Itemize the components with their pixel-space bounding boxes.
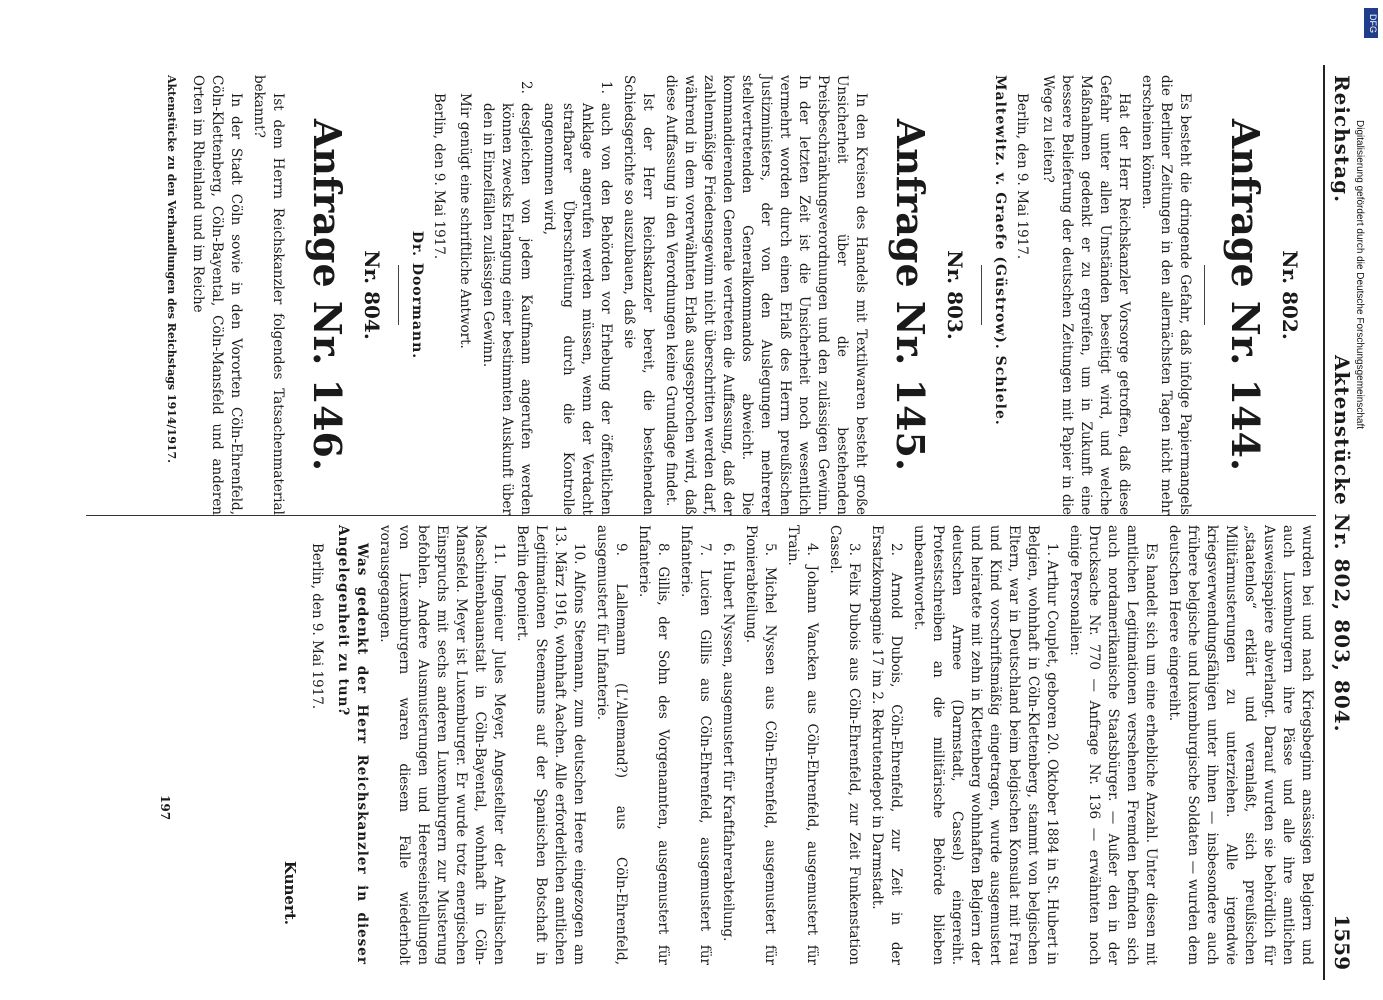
section-number-802: Nr. 802. <box>1278 250 1302 340</box>
signatory: Kunert. <box>281 860 299 925</box>
list-item: 9. Lallemann (L'Allemand?) aus Cöln-Ehrenfeld, ausgemustert für Infanterie. <box>594 525 629 965</box>
column-divider <box>86 515 1316 516</box>
paragraph: Mir genügt eine schriftliche Antwort. <box>457 93 473 349</box>
section-number-803: Nr. 803. <box>943 250 967 340</box>
list-item: 6. Hubert Nyssen, ausgemustert für Kraftfahrerabteilung. <box>720 543 736 942</box>
right-column <box>271 525 1316 965</box>
separator <box>398 265 399 325</box>
list-item: 2. desgleichen von jedem Kaufmann angerufen werden können zwecks Erlangung einer bestimmten Auskunft über den in Einzelfällen zulässigen Gewinn. <box>480 81 534 515</box>
digitization-credit: Digitalisierung gefördert durch die Deutsche Forschungsgemeinschaft <box>1354 120 1365 430</box>
paragraph: Ist der Herr Reichskanzler bereit, die bestehenden Schiedsgerichte so auszubauen, daß sie <box>621 75 656 515</box>
date-line: Berlin, den 9. Mai 1917. <box>431 93 447 260</box>
page-mark: 197 <box>158 795 172 821</box>
footer-note: Aktenstücke zu den Verhandlungen des Reichstags 1914/1917. <box>165 75 178 463</box>
anfrage-title-146: Anfrage Nr. 146. <box>305 118 350 472</box>
date-line: Berlin, den 9. Mai 1917. <box>1014 93 1030 260</box>
list-item: 3. Felix Dubois aus Cöln-Ehrenfeld, zur Zeit Funkenstation Cassel. <box>827 525 862 965</box>
list-item: 11. Ingenieur Jules Meyer, Angestellter der Anhaltischen Maschinenbauanstalt in Cöln-Bayental, wohnhaft in Cöln-Mansfeld. Meyer ist Luxemburger. Er wurde trotz energischen Einspruchs mit sechs anderen Luxemburgern zur Musterung befohlen. Andere Ausmusterungen und Heereseinstellungen von Luxemburgern waren diesem Falle wiederholt vorausgegangen. <box>377 525 507 965</box>
closing-question: Was gedenkt der Herr Reichskanzler in dieser Angelegenheit zu tun? <box>335 525 370 965</box>
separator <box>981 265 982 325</box>
list-item: 10. Alfons Steemann, zum deutschen Heere eingezogen am 13. März 1916, wohnhaft Aachen. Alle erforderlichen amtlichen Legitimationen Steemanns auf der Spanischen Botschaft in Berlin deponiert. <box>514 525 587 965</box>
list-item: 1. Arthur Couplet, geboren 20. Oktober 1884 in St. Hubert in Belgien, wohnhaft in Cöln-Klettenberg, stammt von belgischen Eltern, war in Deutschland beim belgischen Konsulat mit Frau und Kind vorschriftsmäßig eingetragen, wurde ausgemustert und heiratete mit zehn in Klettenberg wohnhaften Belgiern der deutschen Armee (Darmstadt, Cassel) eingereiht. Protestschreiben an die militärische Behörde blieben unbeantwortet. <box>911 525 1060 965</box>
paragraph: Ist dem Herrn Reichskanzler folgendes Tatsachenmaterial bekannt? <box>251 75 286 515</box>
paragraph: In den Kreisen des Handels mit Textilwaren besteht große Unsicherheit über die bestehenden Preisbeschränkungsverordnungen und den zulässigen Gewinn. In der letzten Zeit ist die Unsicherheit noch wesentlich vermehrt worden durch einen Erlaß des Herrn preußischen Justizministers, der von den Auslegungen mehrerer stellvertretenden Generalkommandos abweicht. Die kommandierenden Generale vertreten die Auffassung, daß der zahlenmäßige Friedensgewinn nicht überschritten werden darf, während in dem vorerwähnten Erlaß ausgesprochen wird, daß diese Auffassung in den Verordnungen keine Grundlage findet. <box>663 75 869 515</box>
list-item: 5. Michel Nyssen aus Cöln-Ehrenfeld, ausgemustert für Pionierabteilung. <box>743 525 778 965</box>
section-number-804: Nr. 804. <box>360 250 384 340</box>
date-line: Berlin, den 9. Mai 1917. <box>309 543 325 710</box>
header-rule <box>1323 65 1325 980</box>
paragraph: In der Stadt Cöln sowie in den Vororten Cöln-Ehrenfeld, Cöln-Klettenberg, Cöln-Bayental, Cöln-Mansfeld und anderen Orten im Rheinland und im Reiche <box>190 75 244 515</box>
anfrage-title-145: Anfrage Nr. 145. <box>888 118 933 472</box>
header-title: Aktenstücke Nr. 802, 803, 804. <box>1330 355 1354 733</box>
paragraph: Hat der Herr Reichskanzler Vorsorge getroffen, daß diese Gefahr unter allen Umständen beseitigt wird, und welche Maßnahmen gedenkt er zu ergreifen, um in Zukunft eine bessere Belieferung der deutschen Zeitungen mit Papier in die Wege zu leiten? <box>1040 75 1132 515</box>
list-item: 7. Lucien Gillis aus Cöln-Ehrenfeld, ausgemustert für Infanterie. <box>678 525 713 965</box>
signatory: Dr. Doormann. <box>409 230 425 360</box>
document-page <box>40 55 1360 990</box>
list-item: 8. Gillis, der Sohn des Vorgenannten, ausgemustert für Infanterie. <box>636 525 671 965</box>
separator <box>1204 265 1205 325</box>
paragraph: Es handelt sich um eine erhebliche Anzahl. Unter diesen mit amtlichen Legitimationen versehenen Fremden befinden sich auch nordamerikanische Staatsbürger. — Außer den in der Drucksache Nr. 770 — Anfrage Nr. 136 — erwähnten noch einige Personalien: <box>1067 525 1159 965</box>
left-column <box>165 75 1316 515</box>
signatories: Maltewitz. v. Graefe (Güstrow). Schiele. <box>992 75 1008 426</box>
dfg-logo: DFG <box>1364 8 1378 38</box>
paragraph: Es besteht die dringende Gefahr, daß infolge Papiermangels die Berliner Zeitungen in den allernächsten Tagen nicht mehr erscheinen können. <box>1139 75 1193 515</box>
list-item: 1. auch von den Behörden vor Erhebung der öffentlichen Anklage angerufen werden müssen, wenn der Verdacht strafbarer Überschreitung durch die Kontrolle angenommen wird, <box>541 81 614 515</box>
list-item: 2. Arnold Dubois, Cöln-Ehrenfeld, zur Zeit in der Ersatzkompagnie 17 im 2. Rekrutendepot in Darmstadt. <box>869 525 904 965</box>
paragraph: wurden bei und nach Kriegsbeginn ansässigen Belgiern und auch Luxemburgern ihre Pässe und alle ihre amtlichen Ausweispapiere abverlangt. Darauf wurden sie behördlich für „staatenlos“ erklärt und veranlaßt, sich preußischen Militärmusterungen zu unterziehen. Alle irgendwie kriegsverwendungsfähigen unter ihnen — insbesondere auch frühere belgische und luxemburgische Soldaten — wurden dem deutschen Heere eingereiht. <box>1166 525 1315 965</box>
anfrage-title-144: Anfrage Nr. 144. <box>1223 118 1268 472</box>
list-item: 4. Johann Vancken aus Cöln-Ehrenfeld, ausgemustert für Train. <box>785 525 820 965</box>
page-number: 1559 <box>1330 914 1354 970</box>
header-left: Reichstag. <box>1330 75 1354 204</box>
